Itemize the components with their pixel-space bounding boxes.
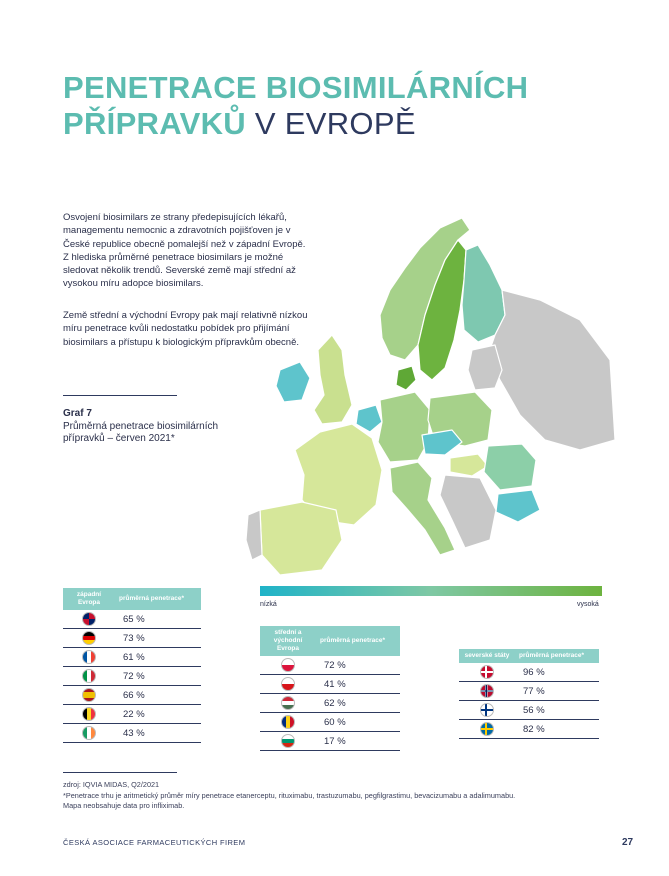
table-row — [459, 682, 599, 701]
table-cee-col1: střední a východní Evropa — [260, 626, 316, 656]
table-row — [63, 629, 201, 648]
figure-label: Graf 7 — [63, 408, 92, 419]
table-row — [63, 724, 201, 743]
title-line-1: PENETRACE BIOSIMILÁRNÍCH — [63, 70, 529, 105]
footer-publisher: ČESKÁ ASOCIACE FARMACEUTICKÝCH FIREM — [63, 838, 246, 847]
legend-low-label: nízká — [260, 601, 277, 608]
table-row — [260, 675, 400, 694]
table-cell: 73 % — [115, 629, 201, 648]
table-row — [459, 663, 599, 682]
table-nordic-col1: severské státy — [459, 649, 515, 663]
figure-caption — [63, 408, 223, 446]
europe-map — [240, 210, 620, 580]
poland-flag-icon — [281, 658, 295, 672]
table-cell: 43 % — [115, 724, 201, 743]
bulgaria-flag-icon — [281, 734, 295, 748]
belgium-flag-icon — [82, 707, 96, 721]
divider — [63, 395, 177, 396]
table-row — [459, 720, 599, 739]
intro-paragraph-2: Země střední a východní Evropy pak mají relativně nízkou míru penetrace kvůli nedostatku pobídek pro přijímání biosimilars a přístupu k biologickým přípravkům obecně. — [63, 310, 308, 348]
table-cell: 77 % — [515, 682, 599, 701]
table-cell: 65 % — [115, 610, 201, 629]
page-number: 27 — [622, 837, 634, 848]
norway-flag-icon — [480, 684, 494, 698]
source-divider — [63, 772, 177, 773]
figure-caption-text: Průměrná penetrace biosimilárních přípravků – červen 2021* — [63, 420, 219, 444]
table-row — [63, 667, 201, 686]
table-cell: 60 % — [316, 713, 400, 732]
map-denmark — [396, 366, 416, 390]
spain-flag-icon — [82, 688, 96, 702]
uk-flag-icon — [82, 612, 96, 626]
hungary-flag-icon — [281, 696, 295, 710]
table-cell: 96 % — [515, 663, 599, 682]
table-west-col1: západní Evropa — [63, 588, 115, 610]
czech-flag-icon — [281, 677, 295, 691]
table-row — [260, 732, 400, 751]
map-portugal — [246, 510, 262, 560]
map-benelux — [356, 405, 382, 432]
table-cell: 66 % — [115, 686, 201, 705]
table-cell: 62 % — [316, 694, 400, 713]
table-row — [260, 713, 400, 732]
table-row — [260, 656, 400, 675]
italy-flag-icon — [82, 669, 96, 683]
table-cell: 56 % — [515, 701, 599, 720]
footnote-text: *Penetrace trhu je aritmetický průměr míry penetrace etanerceptu, rituximabu, trastuzumabu, pegfilgrastimu, bevacizumabu a adalimumabu. Mapa neobsahuje data pro infliximab. — [63, 790, 516, 810]
table-row — [63, 610, 201, 629]
table-cell: 72 % — [115, 667, 201, 686]
title-line-2-bold: PŘÍPRAVKŮ — [63, 106, 246, 141]
map-uk — [314, 335, 352, 424]
denmark-flag-icon — [480, 665, 494, 679]
germany-flag-icon — [82, 631, 96, 645]
table-west-col2: průměrná penetrace* — [115, 588, 201, 610]
table-row — [63, 705, 201, 724]
france-flag-icon — [82, 650, 96, 664]
map-romania — [484, 444, 536, 490]
ireland-flag-icon — [82, 726, 96, 740]
legend-gradient — [260, 586, 602, 596]
romania-flag-icon — [281, 715, 295, 729]
map-spain — [260, 502, 342, 575]
table-west — [63, 588, 201, 743]
table-row — [260, 694, 400, 713]
table-cell: 17 % — [316, 732, 400, 751]
table-cell: 72 % — [316, 656, 400, 675]
table-row — [63, 648, 201, 667]
map-baltics — [468, 345, 502, 390]
map-hungary — [450, 454, 488, 476]
map-east — [488, 290, 615, 450]
map-germany — [378, 392, 430, 462]
map-bulgaria — [496, 490, 540, 522]
page-title — [63, 70, 528, 142]
table-cell: 22 % — [115, 705, 201, 724]
finland-flag-icon — [480, 703, 494, 717]
title-line-2-thin: V EVROPĚ — [245, 106, 416, 141]
table-cell: 41 % — [316, 675, 400, 694]
table-row — [63, 686, 201, 705]
table-nordic-col2: průměrná penetrace* — [515, 649, 599, 663]
table-nordic — [459, 649, 599, 739]
table-cell: 61 % — [115, 648, 201, 667]
table-cee-col2: průměrná penetrace* — [316, 626, 400, 656]
sweden-flag-icon — [480, 722, 494, 736]
source-note — [63, 780, 523, 812]
source-text: zdroj: IQVIA MIDAS, Q2/2021 — [63, 780, 160, 789]
legend-high-label: vysoká — [577, 601, 599, 608]
table-row — [459, 701, 599, 720]
intro-paragraph-1: Osvojení biosimilars ze strany předepisujících lékařů, managementu nemocnic a zdravotních pojišťoven je v České republice obecně pomalejší než v západní Evropě. Z hlediska průměrné penetrace biosimilars je možné sledovat několik trendů. Severské země mají střední až vysokou míru adopce biosimilars. — [63, 212, 306, 290]
table-cell: 82 % — [515, 720, 599, 739]
map-ireland — [276, 362, 310, 402]
table-cee — [260, 626, 400, 751]
